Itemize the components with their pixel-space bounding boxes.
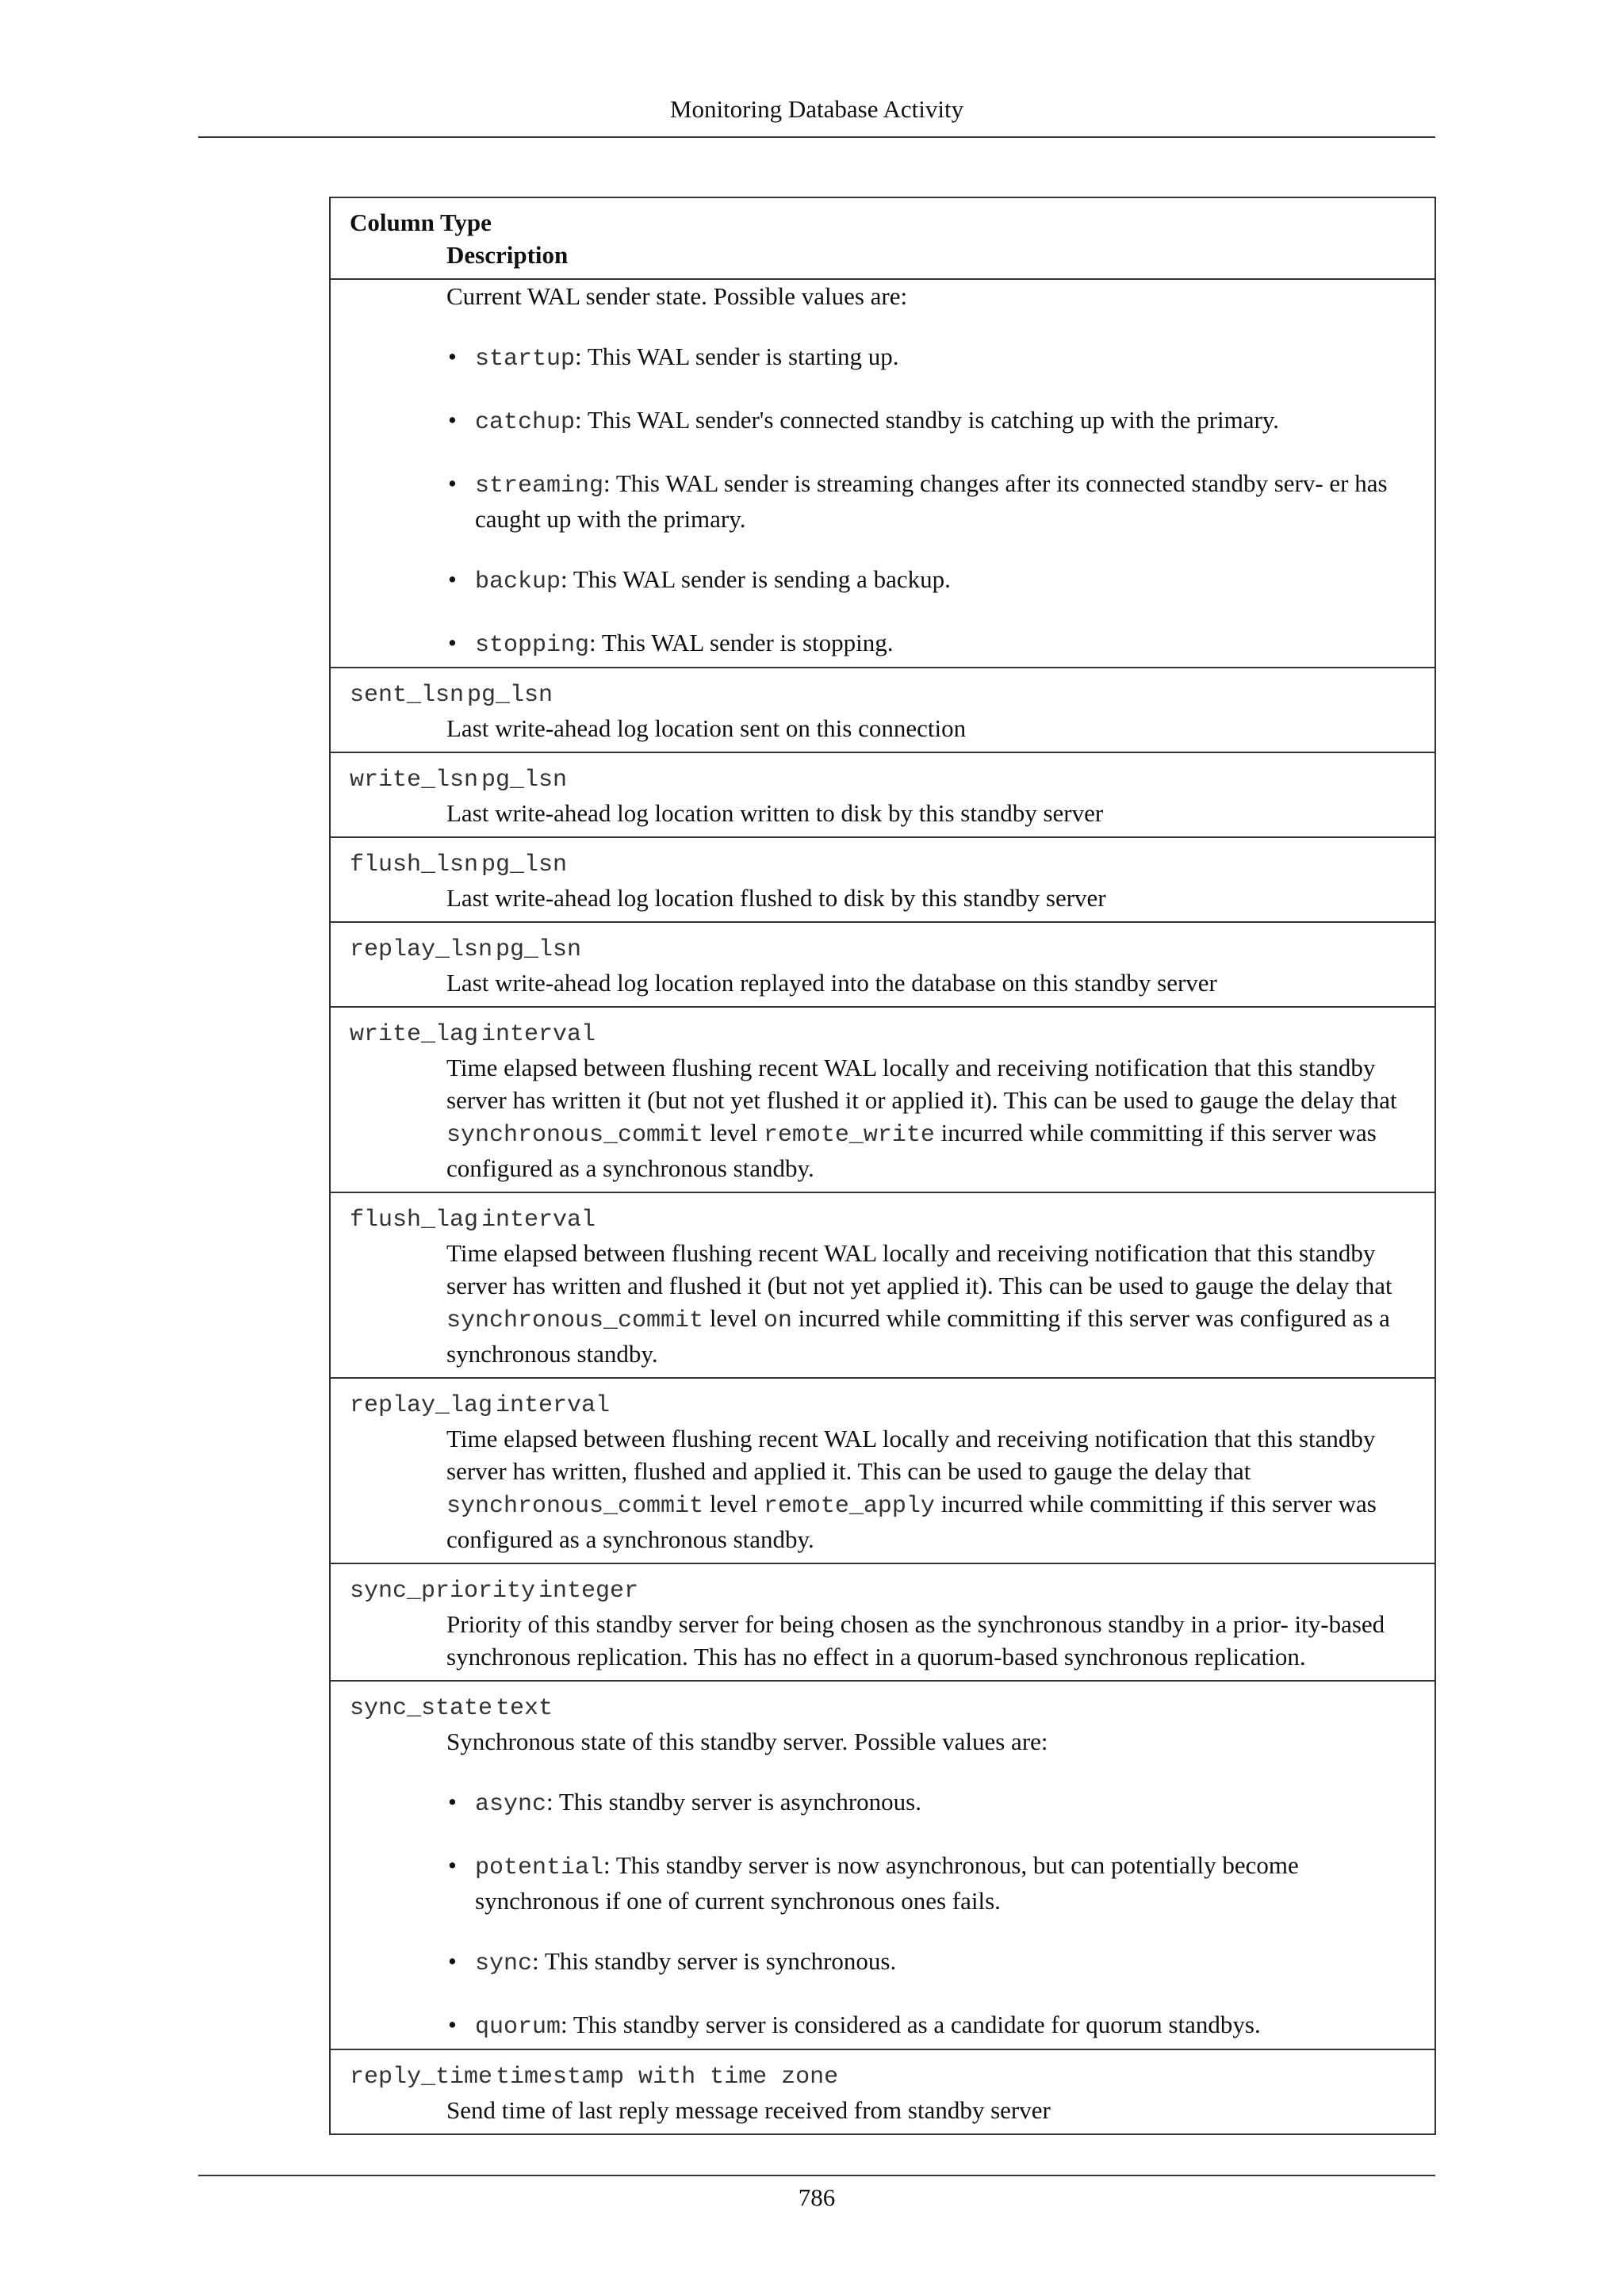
table-row-write-lsn xyxy=(330,752,1435,837)
list-item: • quorum: This standby server is considered as a candidate for quorum standbys. xyxy=(446,2008,1423,2044)
table-row-sent-lsn xyxy=(330,668,1435,752)
table-row-write-lag xyxy=(330,1007,1435,1192)
column-type: timestamp with time zone xyxy=(496,2064,839,2091)
value-code: sync xyxy=(475,1950,533,1977)
column-description: Last write-ahead log location flushed to disk by this standby server xyxy=(446,884,1106,912)
state-intro: Current WAL sender state. Possible values are: xyxy=(446,282,908,310)
column-name: write_lag xyxy=(350,1021,479,1048)
value-code: catchup xyxy=(475,409,576,436)
page-number: 786 xyxy=(798,2183,836,2211)
column-type: text xyxy=(496,1695,553,1722)
table-row-replay-lag xyxy=(330,1378,1435,1563)
table-row-sync-state xyxy=(330,1681,1435,2049)
column-description: Last write-ahead log location replayed into the database on this standby server xyxy=(446,969,1217,997)
column-description: Last write-ahead log location written to disk by this standby server xyxy=(446,799,1104,827)
column-name: reply_time xyxy=(350,2064,493,2091)
column-type-header: Column Type xyxy=(350,209,492,236)
list-item: • streaming: This WAL sender is streaming changes after its connected standby serv- er has caught up with the primary. xyxy=(446,467,1423,535)
column-type: pg_lsn xyxy=(496,936,582,963)
list-item: • async: This standby server is asynchronous. xyxy=(446,1785,1423,1821)
column-description: Synchronous state of this standby server. Possible values are: xyxy=(446,1728,1048,1755)
column-name: replay_lag xyxy=(350,1392,493,1419)
table-row-replay-lsn xyxy=(330,922,1435,1007)
value-code: potential xyxy=(475,1854,604,1881)
column-name: flush_lag xyxy=(350,1207,479,1234)
column-name: sync_priority xyxy=(350,1578,536,1605)
table-row-state xyxy=(330,279,1435,668)
running-header: Monitoring Database Activity xyxy=(669,95,964,123)
table-row-flush-lag xyxy=(330,1192,1435,1378)
column-type: pg_lsn xyxy=(481,851,568,878)
value-code: streaming xyxy=(475,473,604,499)
list-item: • potential: This standby server is now asynchronous, but can potentially become synchronous if one of current synchronous ones fails. xyxy=(446,1849,1423,1917)
column-name: sync_state xyxy=(350,1695,493,1722)
header-rule xyxy=(198,136,1435,138)
column-type: interval xyxy=(481,1207,596,1234)
column-type: pg_lsn xyxy=(481,767,568,794)
list-item: • backup: This WAL sender is sending a backup. xyxy=(446,563,1423,599)
table-header-row xyxy=(330,197,1435,279)
value-code: startup xyxy=(475,346,576,373)
state-values-list xyxy=(446,340,1423,662)
column-description: Time elapsed between flushing recent WAL locally and receiving notification that this standby server has written it (but not yet flushed it or applied it). This can be used to gauge the delay that synchronous_commit level remote_write incurred while committing if this server was configured as a synchronous standby. xyxy=(446,1054,1397,1182)
column-description: Time elapsed between flushing recent WAL locally and receiving notification that this standby server has written and flushed it (but not yet applied it). This can be used to gauge the delay that synchronous_commit level on incurred while committing if this server was configured as a synchronous standby. xyxy=(446,1239,1392,1368)
table-row-reply-time xyxy=(330,2049,1435,2134)
sync-state-values-list xyxy=(446,1785,1423,2044)
column-description: Last write-ahead log location sent on this connection xyxy=(446,714,967,742)
column-type: interval xyxy=(496,1392,611,1419)
column-name: flush_lsn xyxy=(350,851,479,878)
table-row-flush-lsn xyxy=(330,837,1435,922)
value-code: async xyxy=(475,1791,547,1818)
value-code: quorum xyxy=(475,2014,561,2041)
pg-stat-replication-table xyxy=(329,197,1436,2135)
list-item: • startup: This WAL sender is starting up. xyxy=(446,340,1423,376)
column-name: sent_lsn xyxy=(350,682,465,709)
column-description: Send time of last reply message received from standby server xyxy=(446,2096,1051,2124)
list-item: • catchup: This WAL sender's connected standby is catching up with the primary. xyxy=(446,404,1423,439)
column-description: Time elapsed between flushing recent WAL locally and receiving notification that this standby server has written, flushed and applied it. This can be used to gauge the delay that synchronous_commit level remote_apply incurred while committing if this server was configured as a synchronous standby. xyxy=(446,1425,1377,1553)
value-code: backup xyxy=(475,568,561,595)
description-header: Description xyxy=(446,241,569,269)
list-item: • stopping: This WAL sender is stopping. xyxy=(446,626,1423,662)
list-item: • sync: This standby server is synchronous. xyxy=(446,1945,1423,1980)
column-name: replay_lsn xyxy=(350,936,493,963)
table-row-sync-priority xyxy=(330,1563,1435,1681)
column-type: pg_lsn xyxy=(467,682,553,709)
column-type: interval xyxy=(481,1021,596,1048)
value-code: stopping xyxy=(475,632,590,659)
column-name: write_lsn xyxy=(350,767,479,794)
column-description: Priority of this standby server for being chosen as the synchronous standby in a prior- ity-based synchronous replication. This has no effect in a quorum-based synchronous replication. xyxy=(446,1610,1385,1670)
column-type: integer xyxy=(538,1578,639,1605)
